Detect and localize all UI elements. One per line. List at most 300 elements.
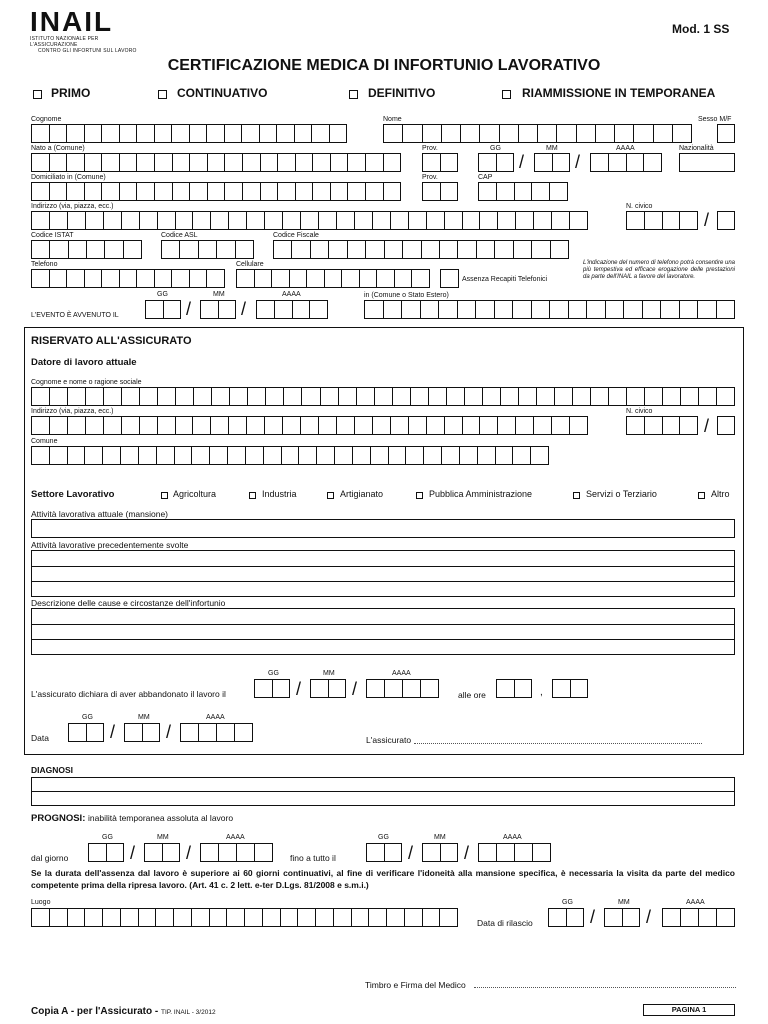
char-cell[interactable] [624, 301, 643, 318]
char-cell[interactable] [139, 447, 157, 464]
char-cell[interactable] [634, 125, 653, 142]
char-cell[interactable] [228, 447, 246, 464]
char-cell[interactable] [501, 388, 519, 405]
char-cell[interactable] [627, 388, 645, 405]
char-cell[interactable] [342, 270, 360, 287]
char-cell[interactable] [32, 154, 50, 171]
char-cell[interactable] [290, 270, 308, 287]
char-cell[interactable] [331, 183, 349, 200]
char-cell[interactable] [591, 154, 609, 171]
abbandono-mm-field[interactable] [310, 679, 346, 698]
char-cell[interactable] [337, 212, 355, 229]
char-cell[interactable] [479, 154, 497, 171]
char-cell[interactable] [121, 447, 139, 464]
char-cell[interactable] [352, 909, 370, 926]
char-cell[interactable] [348, 154, 366, 171]
cap-field[interactable] [478, 182, 568, 201]
luogo-field[interactable] [31, 908, 458, 927]
char-cell[interactable] [441, 183, 458, 200]
char-cell[interactable] [532, 241, 550, 258]
char-cell[interactable] [391, 417, 409, 434]
char-cell[interactable] [500, 125, 519, 142]
char-cell[interactable] [532, 183, 550, 200]
char-cell[interactable] [447, 388, 465, 405]
char-cell[interactable] [557, 125, 576, 142]
char-cell[interactable] [317, 447, 335, 464]
char-cell[interactable] [384, 183, 401, 200]
char-cell[interactable] [85, 447, 103, 464]
char-cell[interactable] [255, 270, 273, 287]
char-cell[interactable] [243, 154, 261, 171]
char-cell[interactable] [385, 680, 403, 697]
char-cell[interactable] [334, 909, 352, 926]
char-cell[interactable] [555, 388, 573, 405]
char-cell[interactable] [718, 417, 734, 434]
char-cell[interactable] [242, 125, 260, 142]
char-cell[interactable] [498, 417, 516, 434]
char-cell[interactable] [107, 844, 124, 861]
char-cell[interactable] [172, 125, 190, 142]
char-cell[interactable] [120, 183, 138, 200]
char-cell[interactable] [137, 125, 155, 142]
char-cell[interactable] [201, 844, 219, 861]
data-gg-field[interactable] [68, 723, 104, 742]
char-cell[interactable] [68, 388, 86, 405]
char-cell[interactable] [263, 909, 281, 926]
continuativo-checkbox[interactable] [158, 90, 167, 99]
char-cell[interactable] [357, 388, 375, 405]
char-cell[interactable] [120, 270, 138, 287]
char-cell[interactable] [421, 301, 440, 318]
char-cell[interactable] [519, 125, 538, 142]
char-cell[interactable] [266, 388, 284, 405]
fino-mm-field[interactable] [422, 843, 458, 862]
char-cell[interactable] [571, 680, 588, 697]
char-cell[interactable] [32, 270, 50, 287]
char-cell[interactable] [103, 909, 121, 926]
char-cell[interactable] [375, 388, 393, 405]
char-cell[interactable] [298, 909, 316, 926]
char-cell[interactable] [360, 270, 378, 287]
char-cell[interactable] [461, 125, 480, 142]
char-cell[interactable] [422, 241, 440, 258]
char-cell[interactable] [681, 909, 699, 926]
char-cell[interactable] [476, 301, 495, 318]
char-cell[interactable] [137, 270, 155, 287]
char-cell[interactable] [180, 241, 198, 258]
char-cell[interactable] [261, 154, 279, 171]
char-cell[interactable] [609, 388, 627, 405]
char-cell[interactable] [515, 680, 532, 697]
char-cell[interactable] [295, 125, 313, 142]
char-cell[interactable] [68, 909, 86, 926]
char-cell[interactable] [311, 680, 329, 697]
char-cell[interactable] [384, 301, 403, 318]
char-cell[interactable] [235, 724, 252, 741]
char-cell[interactable] [441, 154, 458, 171]
char-cell[interactable] [384, 125, 403, 142]
char-cell[interactable] [140, 417, 158, 434]
char-cell[interactable] [190, 154, 208, 171]
char-cell[interactable] [478, 447, 496, 464]
char-cell[interactable] [207, 270, 224, 287]
char-cell[interactable] [255, 680, 273, 697]
char-cell[interactable] [365, 301, 384, 318]
char-cell[interactable] [207, 125, 225, 142]
domiciliato-field[interactable] [31, 182, 401, 201]
char-cell[interactable] [155, 183, 173, 200]
char-cell[interactable] [50, 241, 68, 258]
char-cell[interactable] [442, 447, 460, 464]
char-cell[interactable] [155, 154, 173, 171]
char-cell[interactable] [673, 125, 691, 142]
char-cell[interactable] [225, 183, 243, 200]
char-cell[interactable] [403, 125, 422, 142]
char-cell[interactable] [369, 909, 387, 926]
char-cell[interactable] [173, 183, 191, 200]
char-cell[interactable] [87, 241, 105, 258]
char-cell[interactable] [176, 388, 194, 405]
rilascio-gg-field[interactable] [548, 908, 584, 927]
char-cell[interactable] [480, 125, 499, 142]
char-cell[interactable] [406, 447, 424, 464]
char-cell[interactable] [278, 154, 296, 171]
char-cell[interactable] [264, 447, 282, 464]
char-cell[interactable] [717, 388, 734, 405]
sesso-field[interactable] [717, 124, 735, 143]
nato-mm-field[interactable] [534, 153, 570, 172]
char-cell[interactable] [423, 154, 441, 171]
char-cell[interactable] [284, 388, 302, 405]
char-cell[interactable] [570, 417, 587, 434]
telefono-field[interactable] [31, 269, 225, 288]
char-cell[interactable] [458, 241, 476, 258]
char-cell[interactable] [615, 125, 634, 142]
char-cell[interactable] [210, 447, 228, 464]
agricoltura-checkbox[interactable] [161, 492, 168, 499]
artigianato-checkbox[interactable] [327, 492, 334, 499]
ragione-sociale-field[interactable] [31, 387, 735, 406]
assenza-recapiti-checkbox[interactable] [440, 269, 459, 288]
char-cell[interactable] [181, 724, 199, 741]
char-cell[interactable] [549, 909, 567, 926]
char-cell[interactable] [699, 388, 717, 405]
char-cell[interactable] [387, 909, 405, 926]
char-cell[interactable] [124, 241, 141, 258]
char-cell[interactable] [427, 212, 445, 229]
char-cell[interactable] [50, 212, 68, 229]
definitivo-checkbox[interactable] [349, 90, 358, 99]
abbandono-aaaa-field[interactable] [366, 679, 439, 698]
char-cell[interactable] [553, 680, 571, 697]
char-cell[interactable] [211, 417, 229, 434]
char-cell[interactable] [301, 212, 319, 229]
char-cell[interactable] [174, 909, 192, 926]
char-cell[interactable] [122, 212, 140, 229]
char-cell[interactable] [122, 417, 140, 434]
char-cell[interactable] [424, 447, 442, 464]
char-cell[interactable] [260, 125, 278, 142]
char-cell[interactable] [569, 301, 588, 318]
data-mm-field[interactable] [124, 723, 160, 742]
char-cell[interactable] [567, 909, 584, 926]
char-cell[interactable] [573, 388, 591, 405]
char-cell[interactable] [255, 844, 272, 861]
char-cell[interactable] [120, 154, 138, 171]
char-cell[interactable] [483, 388, 501, 405]
char-cell[interactable] [339, 388, 357, 405]
minuti-field[interactable] [552, 679, 588, 698]
char-cell[interactable] [265, 212, 283, 229]
char-cell[interactable] [247, 417, 265, 434]
char-cell[interactable] [229, 212, 247, 229]
char-cell[interactable] [623, 909, 640, 926]
char-cell[interactable] [395, 270, 413, 287]
char-cell[interactable] [102, 154, 120, 171]
char-cell[interactable] [515, 844, 533, 861]
char-cell[interactable] [283, 417, 301, 434]
char-cell[interactable] [423, 125, 442, 142]
char-cell[interactable] [439, 301, 458, 318]
fino-gg-field[interactable] [366, 843, 402, 862]
char-cell[interactable] [403, 680, 421, 697]
char-cell[interactable] [645, 388, 663, 405]
primo-checkbox[interactable] [33, 90, 42, 99]
char-cell[interactable] [85, 125, 103, 142]
altro-checkbox[interactable] [698, 492, 705, 499]
char-cell[interactable] [32, 125, 50, 142]
char-cell[interactable] [125, 724, 143, 741]
char-cell[interactable] [85, 909, 103, 926]
char-cell[interactable] [261, 183, 279, 200]
asl-field[interactable] [161, 240, 254, 259]
char-cell[interactable] [513, 301, 532, 318]
char-cell[interactable] [663, 212, 681, 229]
char-cell[interactable] [313, 154, 331, 171]
char-cell[interactable] [283, 212, 301, 229]
datore-civico-ext-field[interactable] [717, 416, 735, 435]
char-cell[interactable] [32, 183, 50, 200]
char-cell[interactable] [299, 447, 317, 464]
char-cell[interactable] [158, 417, 176, 434]
char-cell[interactable] [50, 388, 68, 405]
evento-gg-field[interactable] [145, 300, 181, 319]
char-cell[interactable] [480, 417, 498, 434]
char-cell[interactable] [495, 241, 513, 258]
nato-prov-field[interactable] [422, 153, 458, 172]
char-cell[interactable] [227, 909, 245, 926]
indirizzo-field[interactable] [31, 211, 588, 230]
char-cell[interactable] [331, 154, 349, 171]
char-cell[interactable] [172, 270, 190, 287]
char-cell[interactable] [329, 241, 347, 258]
char-cell[interactable] [225, 125, 243, 142]
char-cell[interactable] [663, 388, 681, 405]
char-cell[interactable] [680, 301, 699, 318]
char-cell[interactable] [219, 301, 236, 318]
char-cell[interactable] [50, 154, 68, 171]
char-cell[interactable] [155, 270, 173, 287]
datore-civico-field[interactable] [626, 416, 698, 435]
char-cell[interactable] [515, 183, 533, 200]
datore-comune-field[interactable] [31, 446, 549, 465]
rilascio-mm-field[interactable] [604, 908, 640, 927]
char-cell[interactable] [440, 909, 457, 926]
char-cell[interactable] [277, 125, 295, 142]
char-cell[interactable] [211, 212, 229, 229]
char-cell[interactable] [193, 417, 211, 434]
char-cell[interactable] [514, 241, 532, 258]
char-cell[interactable] [122, 388, 140, 405]
char-cell[interactable] [85, 270, 103, 287]
char-cell[interactable] [325, 270, 343, 287]
char-cell[interactable] [50, 183, 68, 200]
char-cell[interactable] [32, 447, 50, 464]
nato-aaaa-field[interactable] [590, 153, 662, 172]
char-cell[interactable] [531, 447, 548, 464]
char-cell[interactable] [121, 909, 139, 926]
riammissione-checkbox[interactable] [502, 90, 511, 99]
char-cell[interactable] [237, 844, 255, 861]
char-cell[interactable] [497, 844, 515, 861]
char-cell[interactable] [373, 417, 391, 434]
char-cell[interactable] [248, 388, 266, 405]
char-cell[interactable] [257, 301, 275, 318]
char-cell[interactable] [699, 909, 717, 926]
char-cell[interactable] [495, 301, 514, 318]
char-cell[interactable] [137, 154, 155, 171]
char-cell[interactable] [296, 183, 314, 200]
char-cell[interactable] [316, 909, 334, 926]
char-cell[interactable] [391, 212, 409, 229]
char-cell[interactable] [192, 447, 210, 464]
char-cell[interactable] [312, 125, 330, 142]
char-cell[interactable] [355, 212, 373, 229]
char-cell[interactable] [282, 447, 300, 464]
char-cell[interactable] [550, 183, 567, 200]
civico-ext-field[interactable] [717, 211, 735, 230]
char-cell[interactable] [104, 388, 122, 405]
char-cell[interactable] [120, 125, 138, 142]
char-cell[interactable] [366, 183, 384, 200]
char-cell[interactable] [143, 724, 160, 741]
char-cell[interactable] [201, 301, 219, 318]
char-cell[interactable] [319, 212, 337, 229]
char-cell[interactable] [718, 212, 734, 229]
char-cell[interactable] [377, 270, 395, 287]
char-cell[interactable] [366, 154, 384, 171]
char-cell[interactable] [50, 909, 68, 926]
char-cell[interactable] [389, 447, 407, 464]
dal-aaaa-field[interactable] [200, 843, 273, 862]
char-cell[interactable] [480, 212, 498, 229]
char-cell[interactable] [162, 241, 180, 258]
char-cell[interactable] [69, 724, 87, 741]
char-cell[interactable] [274, 241, 292, 258]
char-cell[interactable] [552, 417, 570, 434]
char-cell[interactable] [516, 417, 534, 434]
char-cell[interactable] [409, 417, 427, 434]
dom-prov-field[interactable] [422, 182, 458, 201]
nato-gg-field[interactable] [478, 153, 514, 172]
char-cell[interactable] [663, 417, 681, 434]
char-cell[interactable] [538, 125, 557, 142]
char-cell[interactable] [496, 447, 514, 464]
char-cell[interactable] [442, 125, 461, 142]
char-cell[interactable] [85, 183, 103, 200]
char-cell[interactable] [661, 301, 680, 318]
char-cell[interactable] [427, 417, 445, 434]
char-cell[interactable] [194, 388, 212, 405]
char-cell[interactable] [348, 183, 366, 200]
char-cell[interactable] [32, 417, 50, 434]
char-cell[interactable] [321, 388, 339, 405]
char-cell[interactable] [32, 212, 50, 229]
char-cell[interactable] [440, 241, 458, 258]
char-cell[interactable] [458, 301, 477, 318]
char-cell[interactable] [278, 183, 296, 200]
char-cell[interactable] [146, 301, 164, 318]
char-cell[interactable] [497, 680, 515, 697]
char-cell[interactable] [460, 447, 478, 464]
char-cell[interactable] [645, 212, 663, 229]
char-cell[interactable] [577, 125, 596, 142]
char-cell[interactable] [552, 212, 570, 229]
char-cell[interactable] [534, 417, 552, 434]
char-cell[interactable] [208, 183, 226, 200]
char-cell[interactable] [441, 270, 458, 287]
char-cell[interactable] [212, 388, 230, 405]
char-cell[interactable] [199, 724, 217, 741]
char-cell[interactable] [385, 844, 402, 861]
char-cell[interactable] [367, 680, 385, 697]
char-cell[interactable] [479, 183, 497, 200]
char-cell[interactable] [237, 270, 255, 287]
char-cell[interactable] [516, 212, 534, 229]
char-cell[interactable] [243, 183, 261, 200]
cellulare-field[interactable] [236, 269, 430, 288]
char-cell[interactable] [69, 241, 87, 258]
char-cell[interactable] [412, 270, 429, 287]
char-cell[interactable] [534, 212, 552, 229]
char-cell[interactable] [281, 909, 299, 926]
char-cell[interactable] [591, 388, 609, 405]
char-cell[interactable] [423, 909, 441, 926]
char-cell[interactable] [67, 183, 85, 200]
char-cell[interactable] [156, 909, 174, 926]
evento-aaaa-field[interactable] [256, 300, 328, 319]
char-cell[interactable] [550, 301, 569, 318]
char-cell[interactable] [157, 447, 175, 464]
char-cell[interactable] [570, 212, 587, 229]
char-cell[interactable] [718, 125, 734, 142]
char-cell[interactable] [225, 154, 243, 171]
char-cell[interactable] [423, 844, 441, 861]
char-cell[interactable] [717, 909, 734, 926]
char-cell[interactable] [190, 125, 208, 142]
data-aaaa-field[interactable] [180, 723, 253, 742]
char-cell[interactable] [373, 212, 391, 229]
char-cell[interactable] [67, 270, 85, 287]
char-cell[interactable] [208, 154, 226, 171]
char-cell[interactable] [68, 212, 86, 229]
char-cell[interactable] [164, 301, 181, 318]
char-cell[interactable] [217, 724, 235, 741]
civico-field[interactable] [626, 211, 698, 230]
char-cell[interactable] [519, 388, 537, 405]
char-cell[interactable] [402, 301, 421, 318]
char-cell[interactable] [302, 388, 320, 405]
